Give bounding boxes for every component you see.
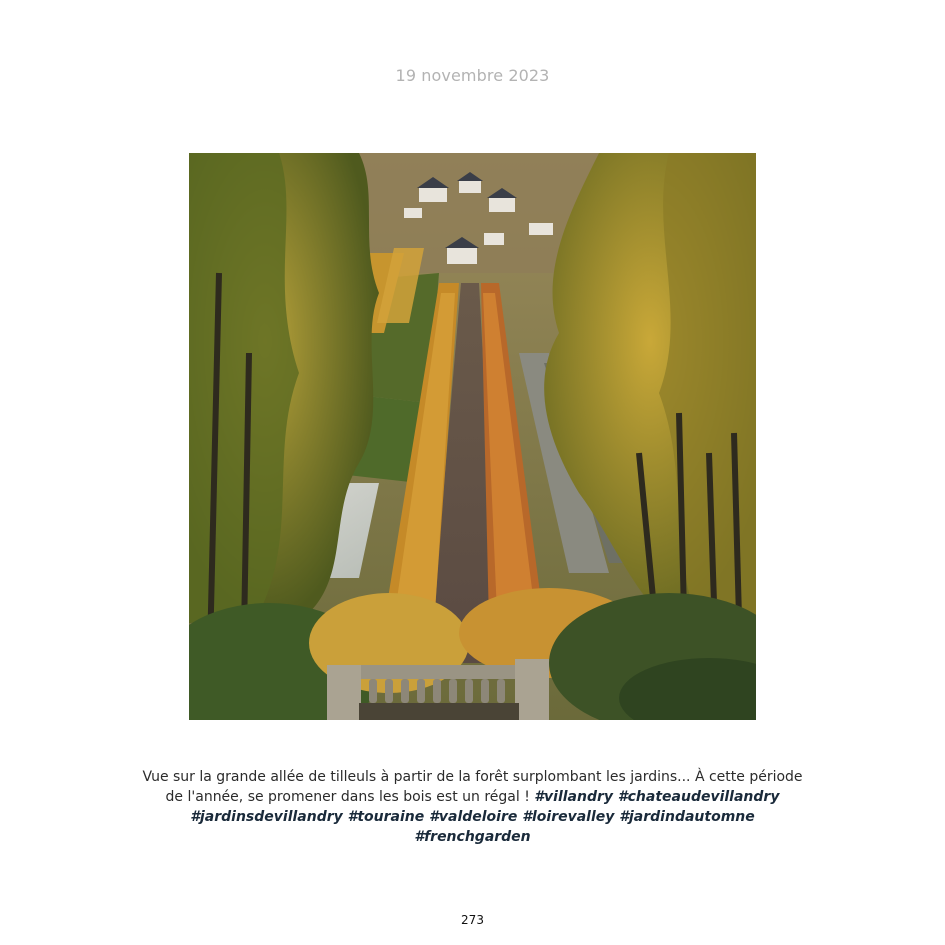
photo-caption (140, 767, 805, 847)
page-number: 273 (461, 913, 484, 927)
garden-photo (189, 153, 756, 720)
caption-hashtags: #villandry #chateaudevillandry #jardinsdevillandry #touraine #valdeloire #loirevalley #jardindautomne #frenchgarden (190, 789, 780, 845)
caption-text: Vue sur la grande allée de tilleuls à partir de la forêt surplombant les jardins... À cette période de l'année, se promener dans les bois est un régal ! (142, 769, 803, 805)
page-date: 19 novembre 2023 (395, 66, 550, 85)
